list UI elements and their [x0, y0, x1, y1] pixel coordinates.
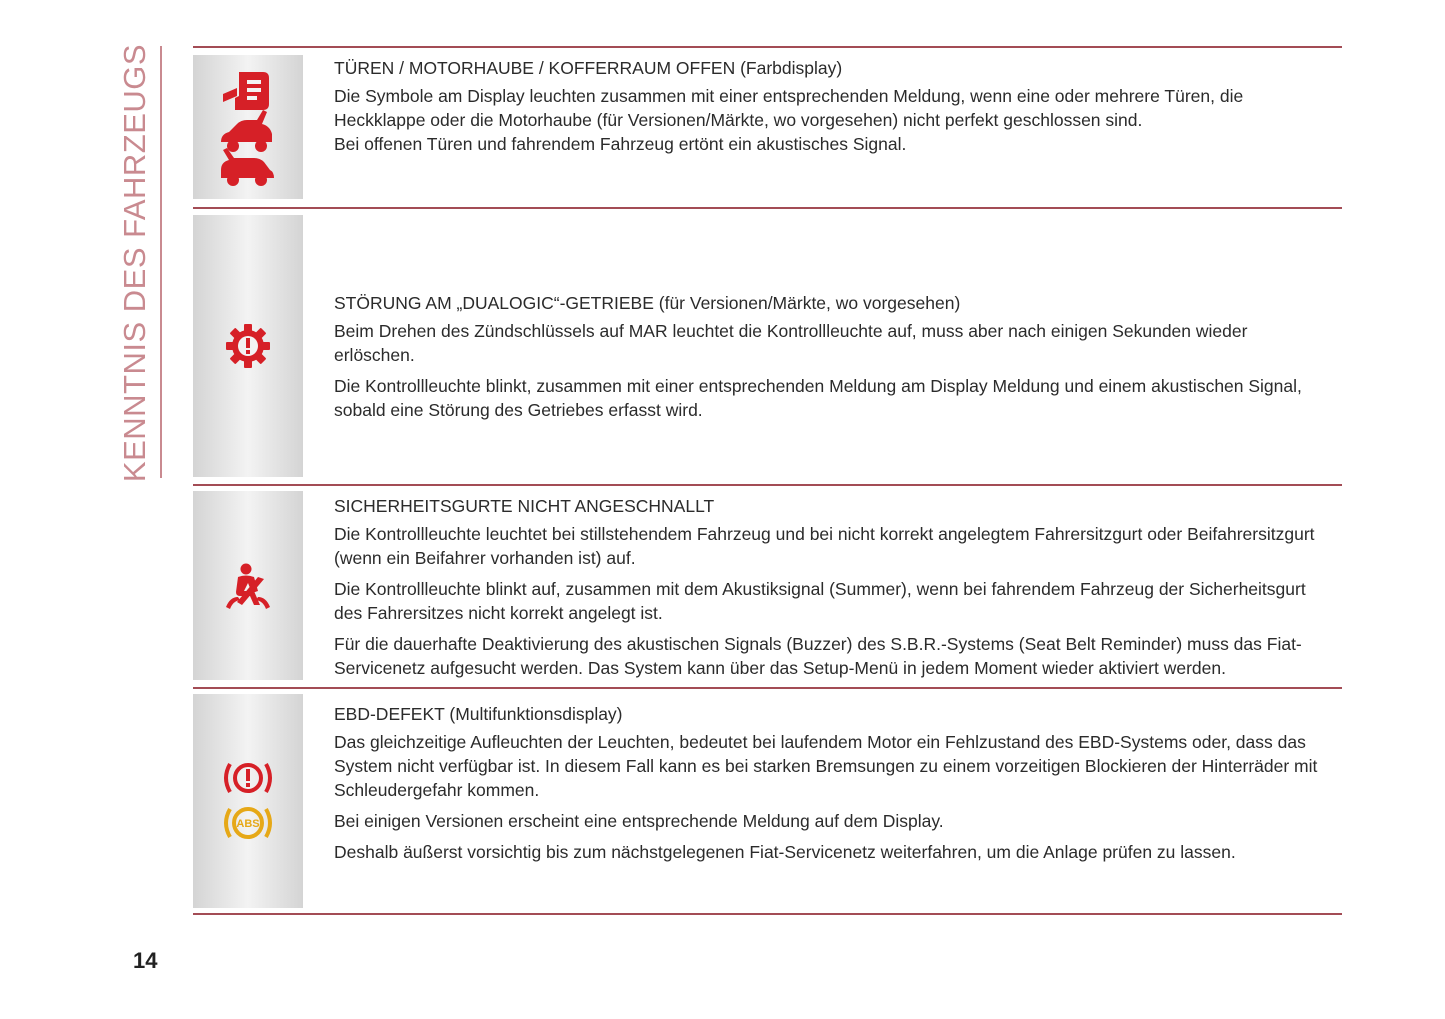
- brake-warning-icon: [222, 759, 274, 797]
- section-door-open: [334, 56, 1329, 163]
- section-ebd-fault: [334, 702, 1329, 871]
- section-paragraph: Die Kontrollleuchte blinkt, zusammen mit einer entsprechenden Meldung am Display Meldung und einem akustischen Signal, sobald eine Störung des Getriebes erfasst wird.: [334, 376, 1302, 420]
- section-title: TÜREN / MOTORHAUBE / KOFFERRAUM OFFEN (Farbdisplay): [334, 58, 843, 78]
- side-section-title: KENNTNIS DES FAHRZEUGS: [117, 43, 152, 483]
- section-paragraph: Beim Drehen des Zündschlüssels auf MAR leuchtet die Kontrollleuchte auf, muss aber nach einigen Sekunden wieder erlöschen.: [334, 321, 1248, 365]
- divider: [193, 687, 1342, 689]
- warning-light-cell: [193, 215, 303, 477]
- section-title: SICHERHEITSGURTE NICHT ANGESCHNALLT: [334, 496, 715, 516]
- door-open-icon: [217, 66, 279, 188]
- seatbelt-icon: [224, 563, 272, 609]
- section-paragraph: Die Kontrollleuchte leuchtet bei stillstehendem Fahrzeug und bei nicht korrekt angelegtem Fahrersitzgurt oder Beifahrersitzgurt (wenn ein Beifahrer vorhanden ist) auf.: [334, 524, 1315, 568]
- warning-light-cell: [193, 694, 303, 908]
- section-gearbox-fault: [334, 291, 1329, 429]
- section-paragraph: Deshalb äußerst vorsichtig bis zum nächstgelegenen Fiat-Servicenetz weiterfahren, um die Anlage prüfen zu lassen.: [334, 842, 1236, 862]
- divider: [193, 913, 1342, 915]
- abs-warning-icon: [222, 803, 274, 843]
- side-divider: [160, 46, 162, 478]
- section-paragraph: Das gleichzeitige Aufleuchten der Leuchten, bedeutet bei laufendem Motor ein Fehlzustand des EBD-Systems oder, dass das System nicht verfügbar ist. In diesem Fall kann es bei starken Bremsungen zu einem vorzeitigen Blockieren der Hinterräder mit Schleudergefahr kommen.: [334, 732, 1318, 800]
- section-title: STÖRUNG AM „DUALOGIC“-GETRIEBE (für Versionen/Märkte, wo vorgesehen): [334, 293, 961, 313]
- gearbox-fault-icon: [225, 323, 271, 369]
- divider: [193, 484, 1342, 486]
- section-paragraph: Die Kontrollleuchte blinkt auf, zusammen mit dem Akustiksignal (Summer), wenn bei fahrendem Fahrzeug der Sicherheitsgurt des Fahrersitzes nicht korrekt angelegt ist.: [334, 579, 1306, 623]
- section-paragraph: Bei einigen Versionen erscheint eine entsprechende Meldung auf dem Display.: [334, 811, 944, 831]
- section-title: EBD-DEFEKT (Multifunktionsdisplay): [334, 704, 623, 724]
- warning-light-cell: [193, 491, 303, 680]
- section-seatbelt: [334, 494, 1329, 687]
- page-number: 14: [133, 948, 158, 973]
- warning-light-cell: [193, 55, 303, 199]
- section-paragraph: Die Symbole am Display leuchten zusammen mit einer entsprechenden Meldung, wenn eine oder mehrere Türen, die Heckklappe oder die Motorhaube (für Versionen/Märkte, wo vorgesehen) nicht perfekt geschlossen sind. Bei offenen Türen und fahrendem Fahrzeug ertönt ein akustisches Signal.: [334, 86, 1244, 154]
- abs-label: ABS: [236, 818, 260, 830]
- divider: [193, 207, 1342, 209]
- divider: [193, 46, 1342, 48]
- section-paragraph: Für die dauerhafte Deaktivierung des akustischen Signals (Buzzer) des S.B.R.-Systems (Seat Belt Reminder) muss das Fiat-Servicenetz aufgesucht werden. Das System kann über das Setup-Menü in jedem Moment wieder aktiviert werden.: [334, 634, 1302, 678]
